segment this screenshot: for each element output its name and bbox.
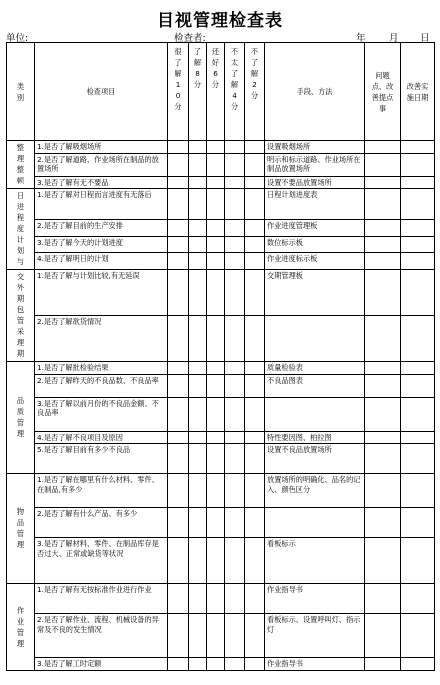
category-cell: 整理整顿 bbox=[7, 141, 35, 189]
page-title: 目视管理检查表 bbox=[157, 11, 283, 31]
inspection-table bbox=[6, 42, 435, 671]
header-row bbox=[7, 43, 435, 141]
table-row bbox=[7, 236, 435, 253]
method-cell bbox=[265, 397, 365, 431]
item-cell: 4.是否了解不良项目及原因 bbox=[35, 431, 168, 444]
item-cell: 3.是否了解今天的计划进度 bbox=[35, 236, 168, 253]
item-cell: 4.是否了解明日的计划 bbox=[35, 253, 168, 270]
header-method: 手段、方法 bbox=[265, 43, 365, 141]
table-row bbox=[7, 141, 435, 154]
item-cell: 3.是否了解工时定额 bbox=[35, 658, 168, 671]
table-row bbox=[7, 431, 435, 444]
item-cell: 1.是否了解与计划比较,有无延误 bbox=[35, 270, 168, 316]
item-cell: 2.是否了解作业、流程、机械设备的异常及不良的发生情况 bbox=[35, 614, 168, 658]
category-cell: 物品管理 bbox=[7, 474, 35, 584]
header-score-2: 不了解2分 bbox=[245, 43, 265, 141]
method-cell: 作业进度标示板 bbox=[265, 253, 365, 270]
table-row bbox=[7, 374, 435, 397]
method-cell: 看板标示、设置呼叫灯、指示灯 bbox=[265, 614, 365, 658]
item-cell: 1.是否了解在哪里有什么材料、零件、在制品,有多少 bbox=[35, 474, 168, 508]
method-cell: 特性要因图、柏拉图 bbox=[265, 431, 365, 444]
table-row bbox=[7, 270, 435, 316]
table-row bbox=[7, 658, 435, 671]
item-cell: 2.是否了解目前的生产安排 bbox=[35, 219, 168, 236]
item-cell: 2.是否了解昨天的不良品数、不良品率 bbox=[35, 374, 168, 397]
method-cell bbox=[265, 508, 365, 538]
table-row bbox=[7, 219, 435, 236]
table-row bbox=[7, 189, 435, 220]
category-cell: 日进程度计划与 bbox=[7, 189, 35, 270]
month-label: 月 bbox=[389, 33, 399, 44]
method-cell: 看板标示 bbox=[265, 538, 365, 584]
table-row bbox=[7, 538, 435, 584]
method-cell: 作业指导书 bbox=[265, 658, 365, 671]
inspector-label: 检查者: bbox=[174, 33, 206, 44]
table-row bbox=[7, 444, 435, 474]
category-cell: 交外期包管采理期 bbox=[7, 270, 35, 362]
table-row bbox=[7, 584, 435, 614]
method-cell: 设置不良品放置场所 bbox=[265, 444, 365, 474]
table-row bbox=[7, 176, 435, 189]
table-row bbox=[7, 316, 435, 362]
item-cell: 2.是否了解有什么产品、有多少 bbox=[35, 508, 168, 538]
method-cell: 日程计划进度表 bbox=[265, 189, 365, 220]
method-cell: 放置场所的明确化、品名的记入、颜色区分 bbox=[265, 474, 365, 508]
method-cell: 交期管理板 bbox=[265, 270, 365, 316]
item-cell: 2.是否了解道路、作业场所在制品的放置场所 bbox=[35, 153, 168, 176]
year-label: 年 bbox=[356, 33, 366, 44]
table-row bbox=[7, 614, 435, 658]
method-cell: 数位标示板 bbox=[265, 236, 365, 253]
method-cell: 明示和标示道路、作业场所在制品放置场所 bbox=[265, 153, 365, 176]
header-issue: 问题点、改善提点事 bbox=[365, 43, 401, 141]
header-date: 改善实施日期 bbox=[401, 43, 435, 141]
item-cell: 2.是否了解欲货情况 bbox=[35, 316, 168, 362]
item-cell: 1.是否了解吸烟场所 bbox=[35, 141, 168, 154]
header-item: 检查项目 bbox=[35, 43, 168, 141]
header-score-6: 还好6分 bbox=[207, 43, 225, 141]
method-cell: 质量检验表 bbox=[265, 362, 365, 375]
item-cell: 1.是否了解批检验结果 bbox=[35, 362, 168, 375]
header-score-10: 很了解10分 bbox=[168, 43, 189, 141]
table-row bbox=[7, 508, 435, 538]
method-cell bbox=[265, 316, 365, 362]
header-category: 类 别 bbox=[7, 43, 35, 141]
table-row bbox=[7, 362, 435, 375]
table-row bbox=[7, 153, 435, 176]
header-score-8: 了解8分 bbox=[189, 43, 207, 141]
method-cell: 不良品图表 bbox=[265, 374, 365, 397]
item-cell: 3.是否了解有无不要品 bbox=[35, 176, 168, 189]
method-cell: 设置吸烟场所 bbox=[265, 141, 365, 154]
item-cell: 3.是否了解材料、零件、在制品库存是否过大、正常或缺货等状况 bbox=[35, 538, 168, 584]
item-cell: 1.是否了解对日程而言进度有无落后 bbox=[35, 189, 168, 220]
method-cell: 作业指导书 bbox=[265, 584, 365, 614]
category-cell: 作业管理 bbox=[7, 584, 35, 671]
unit-label: 单位: bbox=[6, 33, 29, 44]
table-row bbox=[7, 474, 435, 508]
item-cell: 3.是否了解以前月份的不良品金额、不良品率 bbox=[35, 397, 168, 431]
item-cell: 5.是否了解目前有多少不良品 bbox=[35, 444, 168, 474]
category-cell: 品质管理 bbox=[7, 362, 35, 474]
item-cell: 1.是否了解有无按标准作业进行作业 bbox=[35, 584, 168, 614]
table-row bbox=[7, 397, 435, 431]
table-row bbox=[7, 253, 435, 270]
day-label: 日 bbox=[420, 33, 430, 44]
method-cell: 作业进度管理板 bbox=[265, 219, 365, 236]
method-cell: 设置不要品放置场所 bbox=[265, 176, 365, 189]
header-score-4: 不太了解4分 bbox=[225, 43, 245, 141]
